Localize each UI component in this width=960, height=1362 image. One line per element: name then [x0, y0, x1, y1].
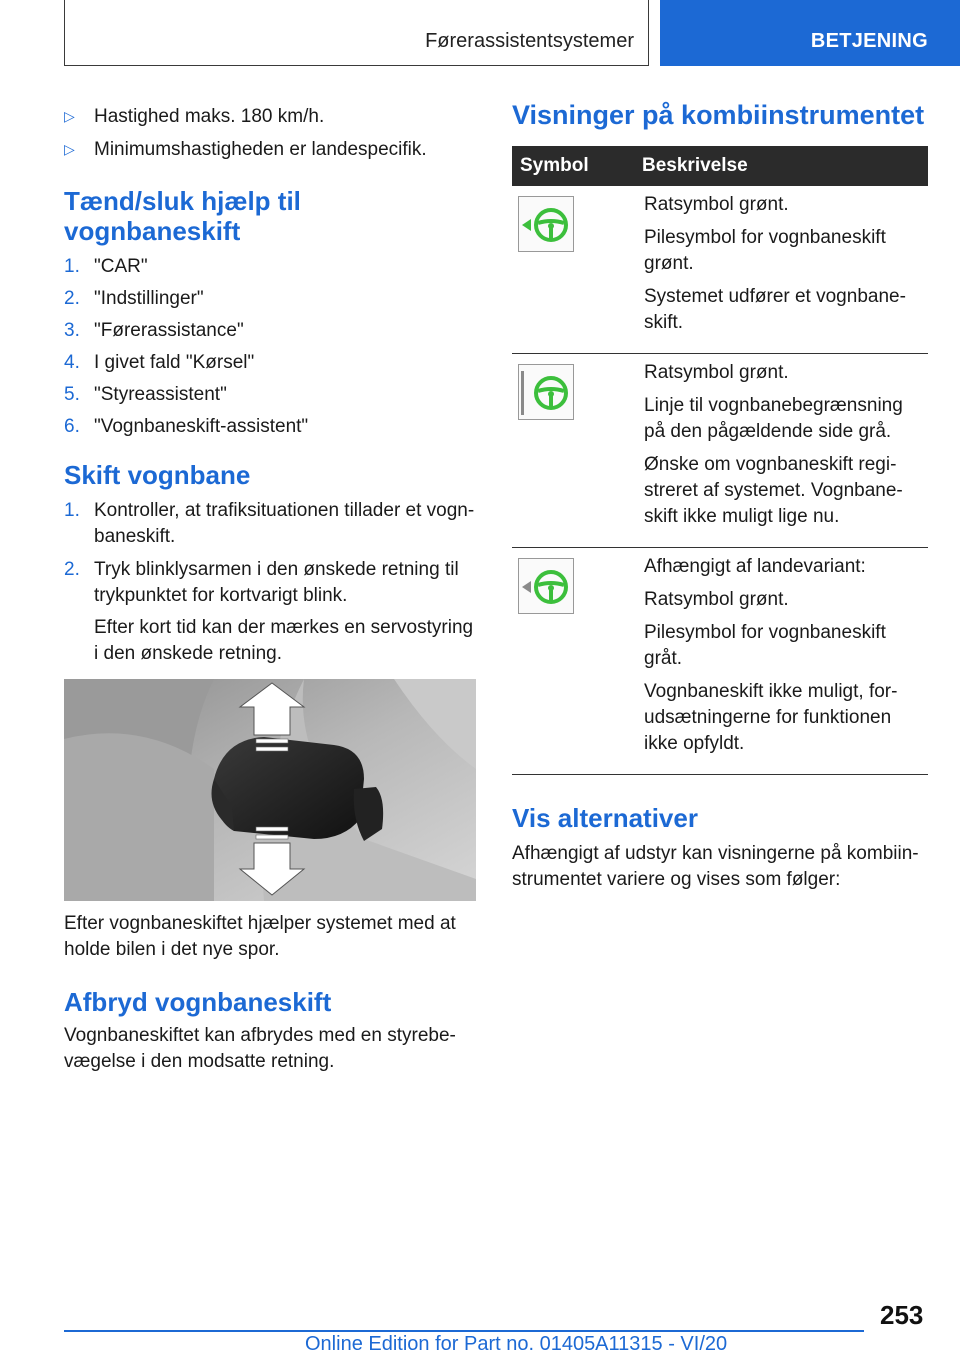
step-number: 2.	[64, 288, 80, 309]
toggle-heading: Tænd/sluk hjælp til vognbaneskift	[64, 186, 301, 246]
list-item	[64, 133, 476, 166]
turn-signal-lever-illustration	[64, 679, 476, 901]
description-line: Pilesymbol for vognbaneskift gråt.	[644, 622, 886, 669]
table-header-symbol: Symbol	[512, 146, 634, 186]
step-number: 6.	[64, 416, 80, 437]
footer-divider	[64, 1330, 864, 1332]
after-photo-text: Efter vognbaneskiftet hjælper systemet med at holde bilen i det nye spor.	[64, 913, 456, 960]
description-line: Vognbaneskift ikke muligt, for-udsætningerne for funktionen ikke opfyldt.	[644, 681, 898, 754]
step-number: 1.	[64, 500, 80, 521]
description-line: Ratsymbol grønt.	[644, 362, 789, 383]
list-item	[64, 100, 476, 133]
step-text: I givet fald "Kørsel"	[94, 352, 255, 373]
description-line: Pilesymbol for vognbaneskift grønt.	[644, 227, 886, 274]
symbol-table	[512, 146, 928, 775]
description-line: Ønske om vognbaneskift regi-streret af systemet. Vognbane-skift ikke muligt lige nu.	[644, 454, 903, 527]
left-column	[64, 100, 476, 1075]
display-heading: Visninger på kombiinstrumentet	[512, 100, 925, 130]
step-item	[64, 350, 476, 376]
section-title: Førerassistentsystemer	[425, 30, 634, 52]
triangle-bullet-icon: ▷	[64, 141, 75, 157]
step-subtext: Efter kort tid kan der mærkes en servostyring i den ønskede retning.	[94, 617, 474, 664]
step-item	[64, 318, 476, 344]
table-row	[512, 354, 928, 548]
page-number: 253	[880, 1300, 924, 1330]
header-section-box	[64, 0, 649, 66]
description-line: Systemet udfører et vognbane-skift.	[644, 286, 906, 333]
step-text: Tryk blinklysarmen i den ønskede retning til trykpunktet for kortvarigt blink.	[94, 559, 459, 606]
step-number: 1.	[64, 256, 80, 277]
table-row	[512, 548, 928, 775]
step-item	[64, 382, 476, 408]
description-line: Linje til vognbanebegrænsning på den pågældende side grå.	[644, 395, 903, 442]
list-item-text: Minimumshastigheden er landespecifik.	[94, 139, 427, 160]
step-text: "Vognbaneskift-assistent"	[94, 416, 309, 437]
step-number: 2.	[64, 559, 80, 580]
step-item	[64, 557, 476, 667]
step-text: "Indstillinger"	[94, 288, 204, 309]
description-line: Afhængigt af landevariant:	[644, 556, 866, 577]
footer-edition: Online Edition for Part no. 01405A11315 - VI/20	[305, 1333, 728, 1355]
limits-list	[64, 100, 476, 166]
steering-wheel-arrow-left-green-icon	[518, 196, 574, 252]
step-number: 3.	[64, 320, 80, 341]
step-text: "Førerassistance"	[94, 320, 244, 341]
shift-steps	[64, 498, 476, 667]
right-column	[512, 100, 928, 893]
table-header-description: Beskrivelse	[634, 146, 928, 186]
step-number: 4.	[64, 352, 80, 373]
step-item	[64, 498, 476, 550]
description-line: Ratsymbol grønt.	[644, 589, 789, 610]
toggle-steps	[64, 254, 476, 440]
description-line: Ratsymbol grønt.	[644, 194, 789, 215]
table-row	[512, 186, 928, 354]
step-text: "CAR"	[94, 256, 148, 277]
chapter-tab-label: BETJENING	[810, 30, 928, 52]
shift-heading: Skift vognbane	[64, 460, 251, 490]
chapter-tab[interactable]	[660, 0, 960, 66]
abort-text: Vognbaneskiftet kan afbrydes med en styrebe-vægelse i den modsatte retning.	[64, 1025, 456, 1072]
list-item-text: Hastighed maks. 180 km/h.	[94, 106, 325, 127]
step-item	[64, 286, 476, 312]
step-text: Kontroller, at trafiksituationen tillader et vogn-baneskift.	[94, 500, 475, 547]
step-item	[64, 414, 476, 440]
step-text: "Styreassistent"	[94, 384, 227, 405]
alternatives-text: Afhængigt af udstyr kan visningerne på kombiin-strumentet variere og vises som følger:	[512, 843, 919, 890]
alternatives-heading: Vis alternativer	[512, 803, 698, 833]
step-number: 5.	[64, 384, 80, 405]
steering-wheel-lane-gray-icon	[518, 364, 574, 420]
triangle-bullet-icon: ▷	[64, 108, 75, 124]
step-item	[64, 254, 476, 280]
abort-heading: Afbryd vognbaneskift	[64, 987, 332, 1017]
turn-signal-lever-photo	[64, 679, 476, 901]
steering-wheel-arrow-gray-icon	[518, 558, 574, 614]
